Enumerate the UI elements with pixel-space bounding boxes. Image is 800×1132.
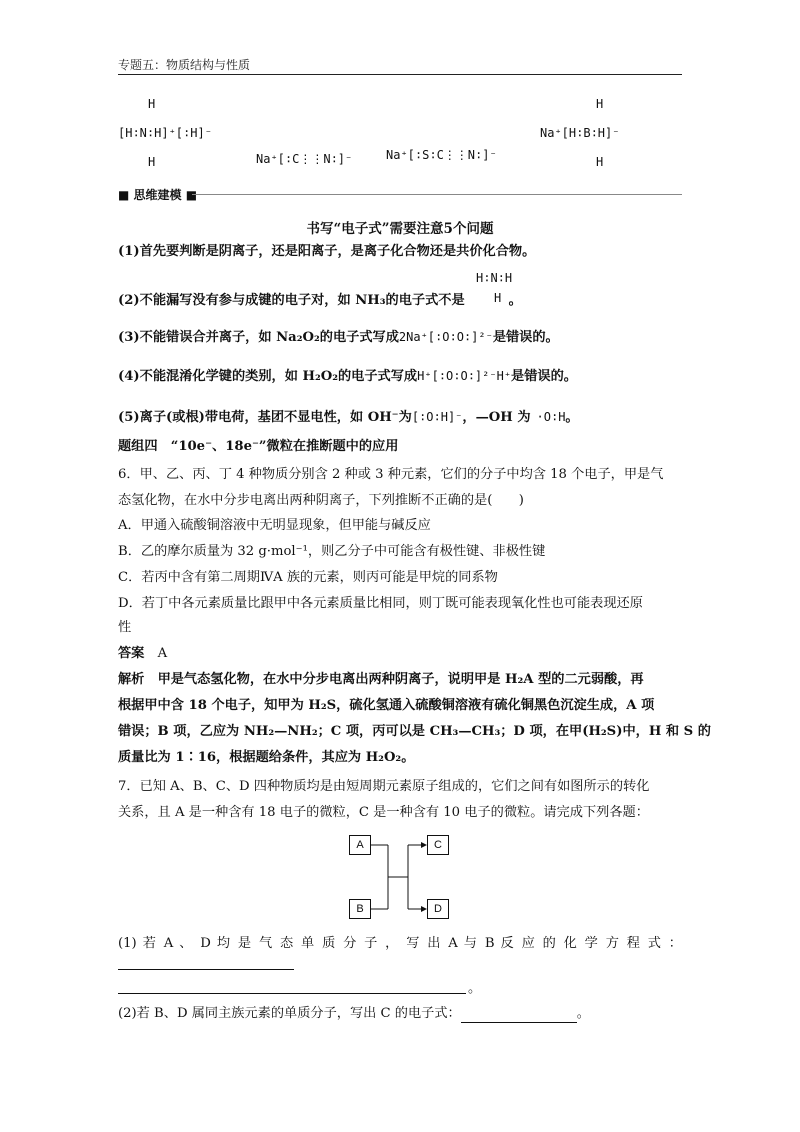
section-title: ■ 思维建模 ■ [118, 188, 198, 202]
rule-3-text: (3)不能错误合并离子，如 Na₂O₂的电子式写成 [118, 330, 399, 345]
rule-4-text: (4)不能混淆化学键的类别，如 H₂O₂的电子式写成 [118, 369, 418, 384]
q6-option-c: C．若丙中含有第二周期ⅣA 族的元素，则丙可能是甲烷的同系物 [118, 570, 498, 585]
q6-analysis-line1 [118, 671, 644, 689]
q6-stem-line1: 6．甲、乙、丙、丁 4 种物质分别含 2 种或 3 种元素，它们的分子中均含 18 个电子，甲是气 [118, 467, 664, 482]
q6-analysis-line3: 错误；B 项，乙应为 NH₂—NH₂；C 项，丙可以是 CH₃—CH₃；D 项，在甲(H₂S)中，H 和 S 的 [118, 724, 711, 739]
rule-3-formula: 2Na⁺[∶O∶O∶]²⁻ [398, 330, 493, 344]
formula-nabh4-top: H [596, 97, 604, 111]
formula-nh4h-bottom: H [148, 155, 156, 169]
q6-stem-line2: 态氢化物，在水中分步电离出两种阴离子，下列推断不正确的是( ) [118, 493, 524, 508]
analysis-label: 解析 [118, 672, 145, 687]
formula-nh4h: [H∶N∶H]⁺[∶H]⁻ [118, 126, 212, 140]
rule-4-formula: H⁺[∶O∶O∶]²⁻H⁺ [417, 369, 512, 383]
q7-part1-end: 。 [468, 981, 482, 996]
formula-nh4h-top: H [148, 97, 156, 111]
q6-answer [118, 645, 167, 663]
q7-part2-text: (2)若 B、D 属同主族元素的单质分子，写出 C 的电子式： [118, 1006, 461, 1021]
analysis-text-1: 甲是气态氢化物，在水中分步电离出两种阴离子，说明甲是 H₂A 型的二元弱酸，再 [157, 672, 644, 687]
q6-option-d-line1: D．若丁中各元素质量比跟甲中各元素质量比相同，则丁既可能表现氧化性也可能表现还原 [118, 596, 643, 611]
page-header: 专题五：物质结构与性质 [118, 58, 251, 72]
rule-5-mid: ，—OH 为 [462, 410, 531, 425]
formula-nacn: Na⁺[∶C⋮⋮N∶]⁻ [256, 152, 353, 166]
section-title-text: 思维建模 [133, 188, 182, 202]
diagram-box-a: A [349, 835, 371, 855]
rule-5-formula-oh-ion: [∶O∶H]⁻ [411, 410, 463, 424]
formula-nabh4-bottom: H [596, 155, 604, 169]
q7-part1-blank-2[interactable] [118, 993, 466, 994]
rule-3-end: 是错误的。 [492, 330, 559, 345]
rule-1: (1)首先要判断是阴离子，还是阳离子，是离子化合物还是共价化合物。 [118, 244, 536, 259]
q6-option-b: B．乙的摩尔质量为 32 g·mol⁻¹，则乙分子中可能含有极性键、非极性键 [118, 544, 546, 559]
model-heading: 书写“电子式”需要注意5个问题 [306, 221, 494, 237]
answer-value: A [157, 646, 168, 661]
diagram-box-c: C [427, 835, 449, 855]
rule-2-formula-top: H∶N∶H [476, 271, 513, 285]
rule-2-text: (2)不能漏写没有参与成键的电子对，如 NH₃的电子式不是 [118, 293, 465, 308]
header-rule [118, 74, 682, 75]
q7-part2 [118, 1005, 590, 1023]
answer-label: 答案 [118, 646, 145, 661]
rule-3 [118, 329, 559, 347]
rule-5-end: 。 [565, 410, 579, 425]
q6-analysis-line2: 根据甲中含 18 个电子，知甲为 H₂S，硫化氢通入硫酸铜溶液有硫化铜黑色沉淀生成，A 项 [118, 698, 655, 713]
rule-4 [118, 368, 577, 386]
formula-nabh4: Na⁺[H∶B∶H]⁻ [540, 126, 620, 140]
diagram-connectors [370, 835, 430, 921]
rule-2 [118, 292, 522, 310]
q7-part2-blank[interactable] [461, 1008, 577, 1023]
rule-4-end: 是错误的。 [511, 369, 577, 384]
q7-stem-line1: 7．已知 A、B、C、D 四种物质均是由短周期元素原子组成的，它们之间有如图所示的转化 [118, 779, 650, 794]
q7-part1-blank-1[interactable] [118, 969, 294, 970]
q7-part1: (1) 若 A 、 D 均 是 气 态 单 质 分 子 ， 写 出 A 与 B 反 应 的 化 学 方 程 式 ： [118, 936, 682, 951]
q6-option-a: A．甲通入硫酸铜溶液中无明显现象，但甲能与碱反应 [118, 518, 431, 533]
rule-2-formula-bottom: H [494, 291, 502, 305]
rule-5-text: (5)离子(或根)带电荷，基团不显电性，如 OH⁻为 [118, 410, 412, 425]
section-rule [192, 194, 682, 195]
rule-5 [118, 409, 579, 427]
q7-stem-line2: 关系，且 A 是一种含有 18 电子的微粒，C 是一种含有 10 电子的微粒。请完成下列各题： [118, 805, 649, 820]
formula-nascn: Na⁺[∶S∶C⋮⋮N∶]⁻ [386, 148, 497, 162]
diagram-box-d: D [427, 899, 449, 919]
q7-part2-end: 。 [576, 1006, 590, 1021]
rule-2-end: 。 [508, 293, 522, 308]
rule-5-formula-oh-group: ·O∶H [536, 410, 566, 424]
q6-analysis-line4: 质量比为 1∶16，根据题给条件，其应为 H₂O₂。 [118, 750, 415, 765]
group-title: 题组四 “10e⁻、18e⁻”微粒在推断题中的应用 [118, 439, 399, 454]
q6-option-d-line2: 性 [118, 620, 132, 635]
diagram-box-b: B [349, 899, 371, 919]
